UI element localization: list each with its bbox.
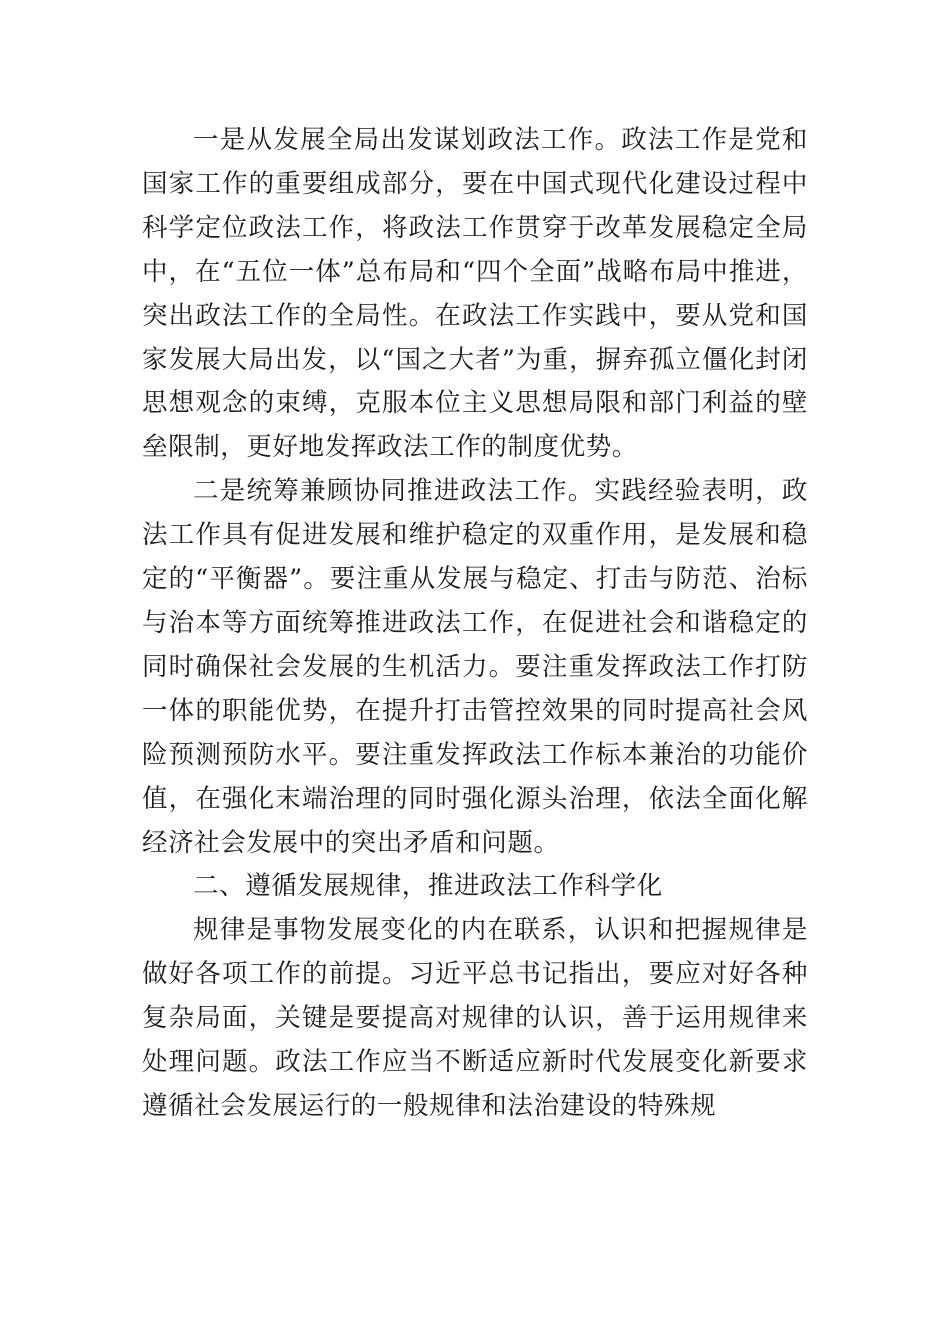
paragraph-development-laws: 规律是事物发展变化的内在联系，认识和把握规律是做好各项工作的前提。习近平总书记指出，要应对好各种复杂局面，关键是要提高对规律的认识，善于运用规律来处理问题。政法工作应当不断适应新时代发展变化新要求遵循社会发展运行的一般规律和法治建设的特殊规 <box>142 915 808 1121</box>
document-body <box>142 119 808 1129</box>
paragraph-overall-planning: 一是从发展全局出发谋划政法工作。政法工作是党和国家工作的重要组成部分，要在中国式现代化建设过程中科学定位政法工作，将政法工作贯穿于改革发展稳定全局中，在“五位一体”总布局和“四个全面”战略布局中推进，突出政法工作的全局性。在政法工作实践中，要从党和国家发展大局出发，以“国之大者”为重，摒弃孤立僵化封闭思想观念的束缚，克服本位主义思想局限和部门利益的壁垒限制，更好地发挥政法工作的制度优势。 <box>142 125 808 463</box>
paragraph-coordinated-advancement: 二是统筹兼顾协同推进政法工作。实践经验表明，政法工作具有促进发展和维护稳定的双重作用，是发展和稳定的“平衡器”。要注重从发展与稳定、打击与防范、治标与治本等方面统筹推进政法工作，在促进社会和谐稳定的同时确保社会发展的生机活力。要注重发挥政法工作打防一体的职能优势，在提升打击管控效果的同时提高社会风险预测预防水平。要注重发挥政法工作标本兼治的功能价值，在强化末端治理的同时强化源头治理，依法全面化解经济社会发展中的突出矛盾和问题。 <box>142 476 808 858</box>
section-heading: 二、遵循发展规律，推进政法工作科学化 <box>193 871 663 902</box>
